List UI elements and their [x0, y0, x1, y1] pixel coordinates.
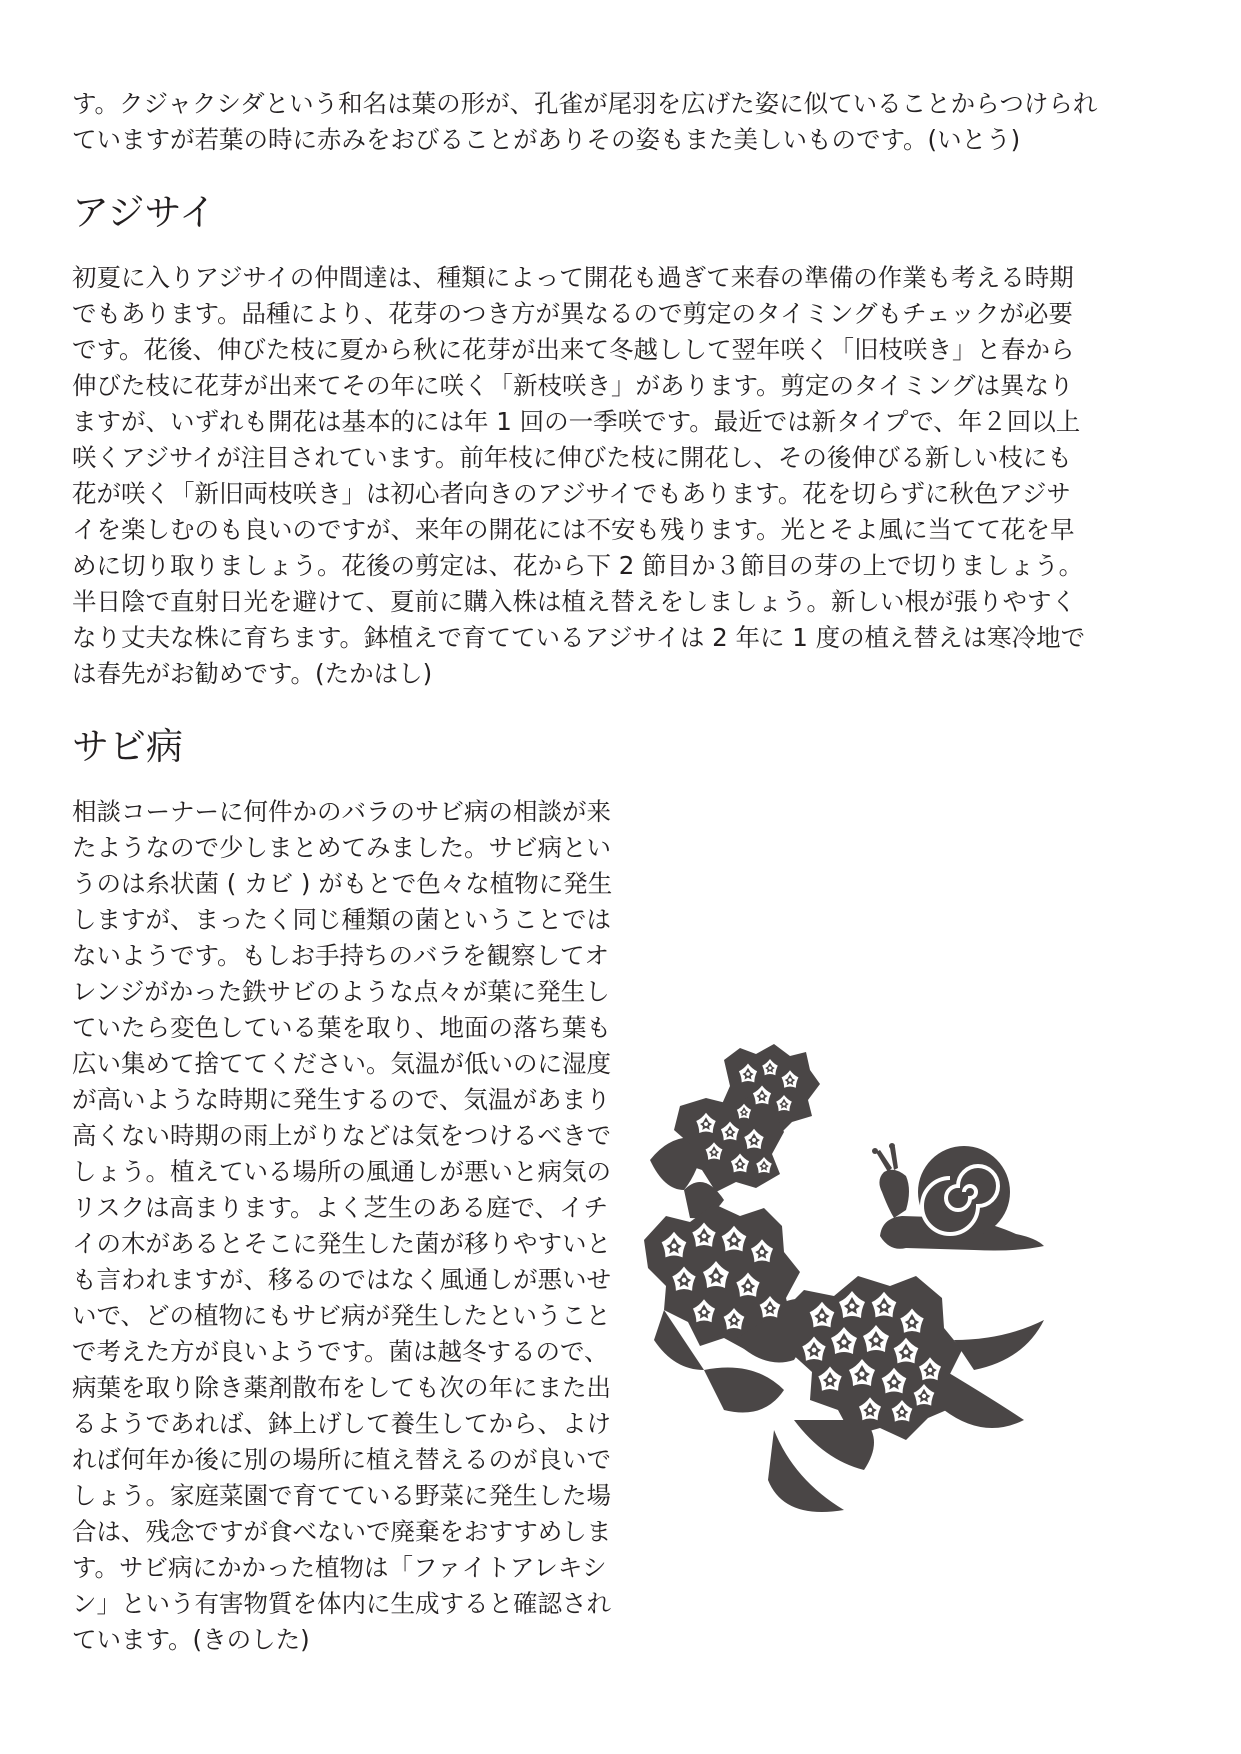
rust-line: 高くない時期の雨上がりなどは気をつけるべきで [72, 1121, 611, 1150]
hydrangea-line: 咲くアジサイが注目されています。前年枝に伸びた枝に開花し、その後伸びる新しい枝にも [72, 443, 1072, 472]
rust-line: るようであれば、鉢上げして養生してから、よけ [72, 1409, 611, 1438]
rust-line: ないようです。もしお手持ちのバラを観察してオ [72, 941, 610, 970]
hydrangea-line: なり丈夫な株に育ちます。鉢植えで育てているアジサイは 2 年に 1 度の植え替えは寒冷地で [72, 623, 1086, 652]
hydrangea-line: めに切り取りましょう。花後の剪定は、花から下 2 節目か３節目の芽の上で切りましょう。 [72, 551, 1084, 580]
rust-line: しますが、まったく同じ種類の菌ということでは [72, 905, 611, 934]
hydrangea-line: です。花後、伸びた枝に夏から秋に花芽が出来て冬越しして翌年咲く「旧枝咲き」と春から [72, 335, 1075, 364]
hydrangea-line: 半日陰で直射日光を避けて、夏前に購入株は植え替えをしましょう。新しい根が張りやすく [72, 587, 1077, 616]
hydrangea-snail-illustration [644, 1040, 1104, 1540]
rust-line: しょう。家庭菜園で育てている野菜に発生した場 [72, 1481, 611, 1510]
rust-line: ていたら変色している葉を取り、地面の落ち葉も [72, 1013, 611, 1042]
rust-line: いで、どの植物にもサビ病が発生したということ [72, 1301, 611, 1330]
rust-line: 合は、残念ですが食べないで廃棄をおすすめしま [72, 1517, 612, 1546]
snail-eye-stalk-tip [872, 1148, 878, 1154]
rust-line: す。サビ病にかかった植物は「ファイトアレキシ [72, 1553, 607, 1582]
hydrangea-line: は春先がお勧めです。(たかはし) [72, 659, 433, 688]
rust-line: しょう。植えている場所の風通しが悪いと病気の [72, 1157, 611, 1186]
hydrangea-heading: アジサイ [72, 191, 216, 234]
hydrangea-line: 花が咲く「新旧両枝咲き」は初心者向きのアジサイでもあります。花を切らずに秋色アジサ [72, 479, 1071, 508]
rust-line: れば何年か後に別の場所に植え替えるのが良いで [72, 1445, 611, 1474]
rust-line: イの木があるとそこに発生した菌が移りやすいと [72, 1229, 611, 1258]
rust-line: も言われますが、移るのではなく風通しが悪いせ [72, 1265, 611, 1294]
rust-line: ン」という有害物質を体内に生成すると確認され [72, 1589, 611, 1618]
intro-line: ていますが若葉の時に赤みをおびることがありその姿もまた美しいものです。(いとう) [72, 125, 1021, 154]
rust-line: レンジがかった鉄サビのような点々が葉に発生し [72, 977, 610, 1006]
rust-line: が高いような時期に発生するので、気温があまり [72, 1085, 611, 1114]
hydrangea-line: ますが、いずれも開花は基本的には年 1 回の一季咲です。最近では新タイプで、年２回以上 [72, 407, 1081, 436]
rust-heading: サビ病 [72, 725, 183, 768]
rust-line: 病葉を取り除き薬剤散布をしても次の年にまた出 [72, 1373, 611, 1402]
intro-line: す。クジャクシダという和名は葉の形が、孔雀が尾羽を広げた姿に似ていることからつけられ [72, 89, 1098, 118]
hydrangea-line: 初夏に入りアジサイの仲間達は、種類によって開花も過ぎて来春の準備の作業も考える時期 [72, 263, 1074, 292]
rust-line: ています。(きのした) [72, 1625, 310, 1654]
snail-eye-stalk-tip [889, 1143, 895, 1149]
rust-line: リスクは高まります。よく芝生のある庭で、イチ [72, 1193, 609, 1222]
rust-line: うのは糸状菌 ( カビ ) がもとで色々な植物に発生 [72, 869, 613, 898]
rust-line: で考えた方が良いようです。菌は越冬するので、 [72, 1337, 609, 1366]
rust-line: 広い集めて捨ててください。気温が低いのに湿度 [72, 1049, 611, 1078]
hydrangea-line: イを楽しむのも良いのですが、来年の開花には不安も残ります。光とそよ風に当てて花を早 [72, 515, 1075, 544]
rust-line: 相談コーナーに何件かのバラのサビ病の相談が来 [72, 797, 611, 826]
rust-line: たようなので少しまとめてみました。サビ病とい [72, 833, 611, 862]
hydrangea-line: 伸びた枝に花芽が出来てその年に咲く「新枝咲き」があります。剪定のタイミングは異なり [72, 371, 1074, 400]
hydrangea-line: でもあります。品種により、花芽のつき方が異なるので剪定のタイミングもチェックが必要 [72, 299, 1073, 328]
hydrangea-snail-icon [644, 1040, 1104, 1540]
